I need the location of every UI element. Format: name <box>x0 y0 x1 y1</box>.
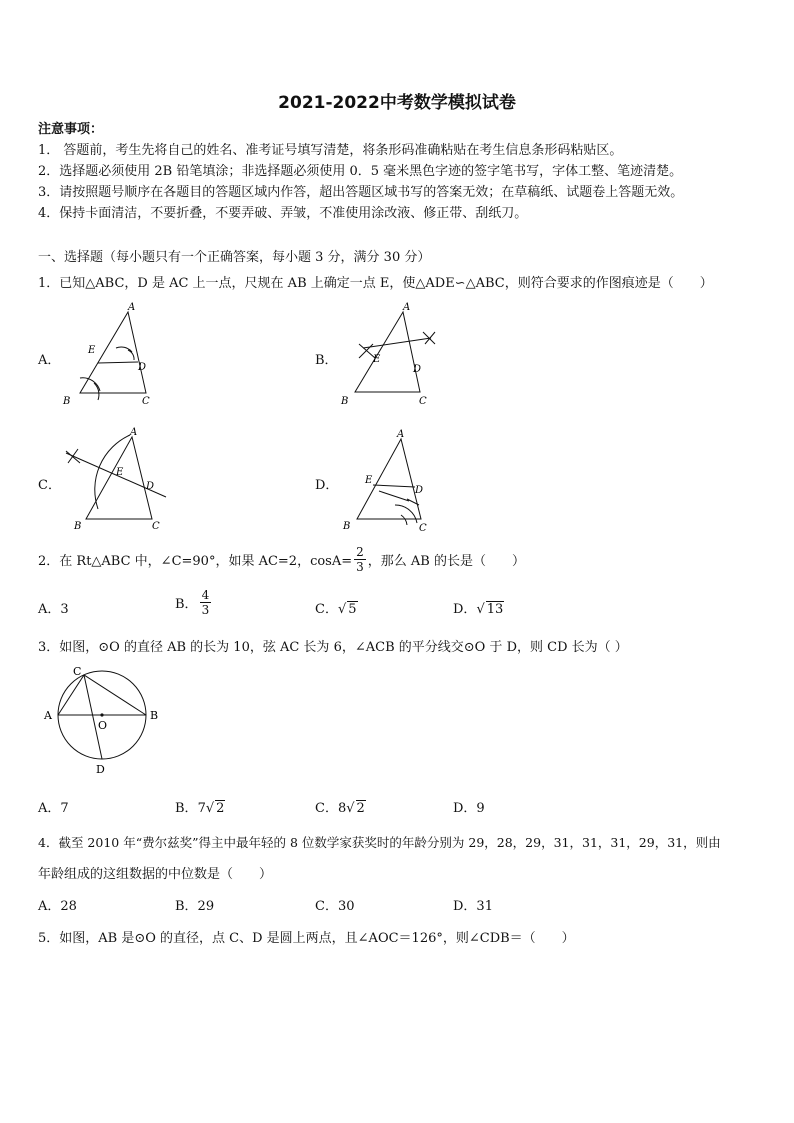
label-b: B <box>150 709 159 722</box>
q2-option-b-den: 3 <box>201 603 210 617</box>
q2-frac-den: 3 <box>356 560 364 574</box>
q1-figure-a <box>58 300 178 410</box>
q4-option-d: D．31 <box>453 899 493 914</box>
q4-option-b: B．29 <box>175 899 215 914</box>
q1-option-d-label: D． <box>315 478 339 493</box>
sqrt-icon: √ <box>337 602 347 617</box>
q3-option-b-label: B． <box>175 801 198 816</box>
q2-option-c-label: C． <box>315 602 338 617</box>
segment-de <box>373 485 415 487</box>
cross-mark <box>66 449 80 463</box>
arc-mark <box>94 383 99 400</box>
notice-item-4: 4．保持卡面清洁，不要折叠，不要弄破、弄皱，不准使用涂改液、修正带、刮纸刀。 <box>38 206 528 221</box>
q1-figure-d <box>335 425 445 540</box>
label-a: A <box>403 302 411 313</box>
label-b: B <box>63 396 71 407</box>
chords-ac-cb <box>58 675 146 715</box>
q3-option-c-label: C． <box>315 801 338 816</box>
q2-option-a: A．3 <box>38 602 69 617</box>
q3-stem: 3．如图，⊙O 的直径 AB 的长为 10，弦 AC 长为 6，∠ACB 的平分线交⊙O 于 D，则 CD 长为（ ） <box>38 640 628 655</box>
label-e: E <box>88 345 96 356</box>
label-c: C <box>419 396 427 407</box>
bisector-line <box>363 338 431 348</box>
q2-stem-after: ，那么 AB 的长是（ ） <box>367 554 525 569</box>
label-c: C <box>73 665 82 678</box>
q1-figure-c <box>58 425 173 535</box>
q2-option-c <box>315 598 358 617</box>
arc-mark <box>80 378 100 391</box>
label-a: A <box>44 709 52 722</box>
notice-heading: 注意事项： <box>38 122 104 137</box>
q2-option-b-fraction <box>200 588 212 617</box>
q2-option-d <box>453 598 504 617</box>
chord-cd <box>84 675 102 759</box>
construction-line <box>379 491 409 501</box>
notice-item-1: 1． 答题前，考生先将自己的姓名、准考证号填写清楚，将条形码准确粘贴在考生信息条形码粘贴区。 <box>38 143 623 158</box>
label-b: B <box>343 521 351 532</box>
q3-figure <box>40 660 170 780</box>
label-d: D <box>415 485 424 496</box>
q4-option-c: C．30 <box>315 899 355 914</box>
q3-option-a: A．7 <box>38 801 69 816</box>
label-a: A <box>128 302 136 313</box>
label-c: C <box>152 521 160 532</box>
label-b: B <box>341 396 349 407</box>
q4-stem-line2: 年龄组成的这组数据的中位数是（ ） <box>38 867 273 882</box>
q3-option-b-coef: 7 <box>197 801 206 816</box>
q2-option-c-radicand: 5 <box>348 602 357 617</box>
q1-stem: 1．已知△ABC，D 是 AC 上一点，尺规在 AB 上确定一点 E，使△ADE∽△ABC，则符合要求的作图痕迹是（ ） <box>38 276 713 291</box>
label-d: D <box>146 481 155 492</box>
q1-option-c-label: C． <box>38 478 61 493</box>
q2-option-b-label: B． <box>175 597 198 612</box>
q1-figure-b <box>335 300 445 415</box>
sqrt-icon: √ <box>205 801 215 816</box>
label-a: A <box>130 427 138 438</box>
q3-option-d: D．9 <box>453 801 485 816</box>
label-e: E <box>373 354 381 365</box>
section-heading: 一、选择题（每小题只有一个正确答案，每小题 3 分，满分 30 分） <box>38 250 431 265</box>
notice-item-2: 2．选择题必须使用 2B 铅笔填涂；非选择题必须使用 0．5 毫米黑色字迹的签字笔书写，字体工整、笔迹清楚。 <box>38 164 683 179</box>
notice-item-3: 3．请按照题号顺序在各题目的答题区域内作答，超出答题区域书写的答案无效；在草稿纸、试题卷上答题无效。 <box>38 185 684 200</box>
center-point <box>100 713 103 716</box>
q3-option-c-coef: 8 <box>337 801 347 816</box>
label-b: B <box>74 521 82 532</box>
q2-option-d-radicand: 13 <box>486 602 504 617</box>
label-e: E <box>116 467 124 478</box>
q1-option-b-label: B． <box>315 353 338 368</box>
q2-frac-num: 2 <box>356 545 364 559</box>
q4-option-a: A．28 <box>38 899 77 914</box>
sqrt-icon: √ <box>346 801 355 816</box>
label-d: D <box>413 364 422 375</box>
q5-stem: 5．如图，AB 是⊙O 的直径，点 C、D 是圆上两点，且∠AOC＝126°，则∠CDB＝（ ） <box>38 931 575 946</box>
label-c: C <box>142 396 150 407</box>
cross-mark <box>423 332 435 344</box>
q3-option-c <box>315 797 366 816</box>
q3-option-b <box>175 797 225 816</box>
q2-option-b-num: 4 <box>201 588 210 602</box>
q2-stem <box>38 545 525 574</box>
label-c: C <box>419 523 427 534</box>
page-title: 2021-2022中考数学模拟试卷 <box>278 93 516 113</box>
label-a: A <box>397 429 405 440</box>
sqrt-icon: √ <box>476 602 485 617</box>
q4-stem-line1: 4．截至 2010 年“费尔兹奖”得主中最年轻的 8 位数学家获奖时的年龄分别为 29，28，29，31，31，31，29，31，则由 <box>38 835 721 850</box>
q2-stem-before: 2．在 Rt△ABC 中，∠C=90°，如果 AC=2，cosA= <box>38 554 353 569</box>
label-e: E <box>365 475 373 486</box>
label-d: D <box>138 362 147 373</box>
q3-option-c-radicand: 2 <box>356 801 365 816</box>
q2-option-d-label: D． <box>453 602 477 617</box>
segment-de <box>98 362 138 363</box>
q2-option-b <box>175 588 213 617</box>
label-d: D <box>96 763 105 776</box>
q2-fraction <box>354 545 366 574</box>
arc-mark <box>401 515 407 525</box>
arc-mark <box>128 350 134 360</box>
label-o: O <box>98 719 108 732</box>
q1-option-a-label: A． <box>38 353 61 368</box>
q3-option-b-radicand: 2 <box>216 801 225 816</box>
